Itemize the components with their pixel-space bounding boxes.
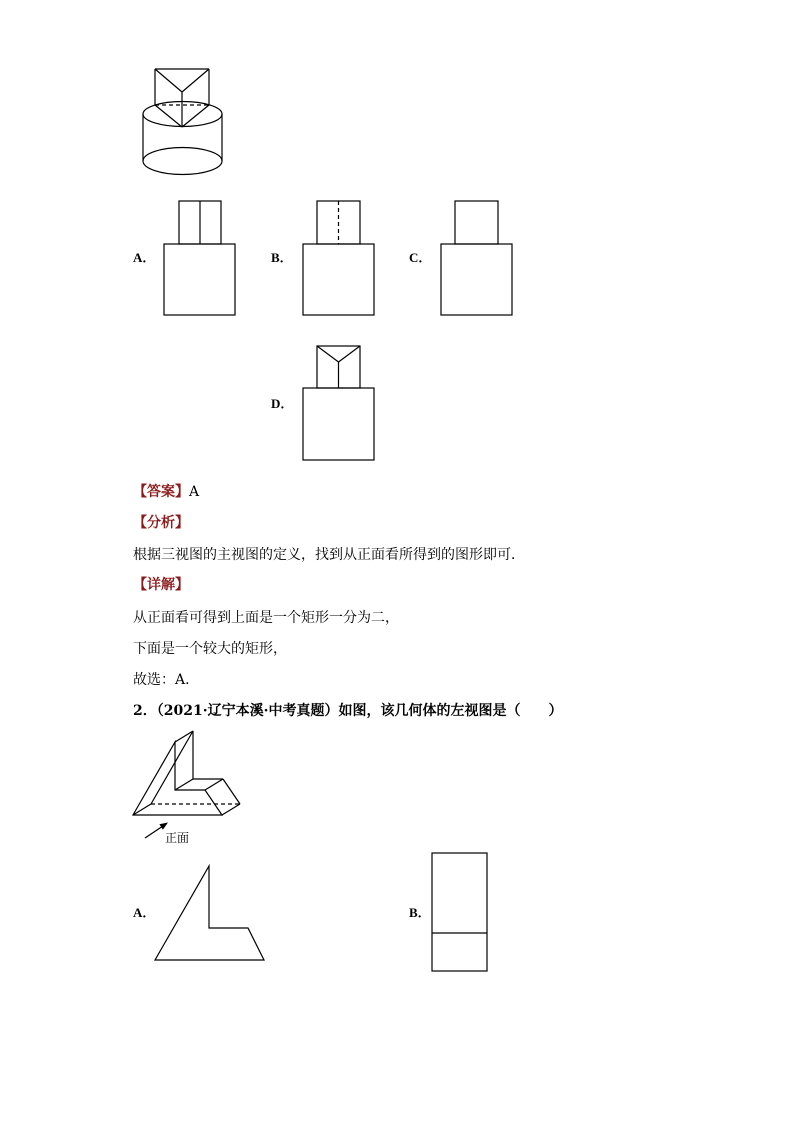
front-arrow-shaft — [145, 826, 163, 838]
question2-stem: 2．（2021·辽宁本溪·中考真题）如图，该几何体的左视图是（ ） — [133, 703, 563, 719]
q1-option-c-figure — [441, 201, 512, 315]
detail-line: 从正面看可得到上面是一个矩形一分为二， — [133, 610, 399, 626]
detail-line: 故选：A． — [133, 672, 200, 688]
q2-option-b-label: B． — [409, 905, 431, 920]
y-shape-lines — [317, 346, 360, 362]
analysis-tag: 【分析】 — [133, 515, 189, 531]
detail-line: 下面是一个较大的矩形， — [133, 641, 287, 657]
bottom-rect — [303, 244, 374, 315]
answer-value: A — [189, 484, 200, 500]
q1-option-d-figure — [303, 346, 374, 460]
answer-row — [133, 484, 199, 500]
q1-solid-figure — [143, 69, 222, 175]
top-rect — [455, 201, 498, 244]
q2-solid-figure — [133, 731, 240, 838]
q2-option-a-label: A． — [133, 905, 156, 920]
analysis-text: 根据三视图的主视图的定义，找到从正面看所得到的图形即可． — [133, 547, 525, 563]
q1-option-c-label: C． — [409, 250, 432, 265]
bottom-rect — [303, 388, 374, 460]
edge — [175, 779, 193, 790]
edge — [222, 804, 240, 815]
l-profile-shape — [155, 866, 264, 960]
front-direction-caption: 正面 — [165, 831, 190, 845]
edge — [205, 779, 223, 790]
q2-option-a-figure — [155, 866, 264, 960]
front-arrow-head — [159, 823, 168, 830]
bottom-rect — [441, 244, 512, 315]
detail-tag: 【详解】 — [133, 577, 189, 593]
q2-option-b-figure — [432, 853, 487, 971]
cylinder-bottom-ellipse — [143, 148, 222, 175]
answer-tag: 【答案】 — [133, 484, 189, 500]
q1-option-b-label: B． — [271, 250, 293, 265]
q1-option-a-label: A． — [133, 250, 156, 265]
prism-top-left-edge — [155, 69, 182, 92]
bottom-rect — [164, 244, 235, 315]
q1-option-d-label: D． — [271, 396, 294, 411]
prism-top-right-edge — [182, 69, 209, 92]
outer-rect — [432, 853, 487, 971]
edge — [223, 779, 240, 804]
q1-option-b-figure — [303, 201, 374, 315]
q1-option-a-figure — [164, 201, 235, 315]
edge — [151, 731, 193, 804]
